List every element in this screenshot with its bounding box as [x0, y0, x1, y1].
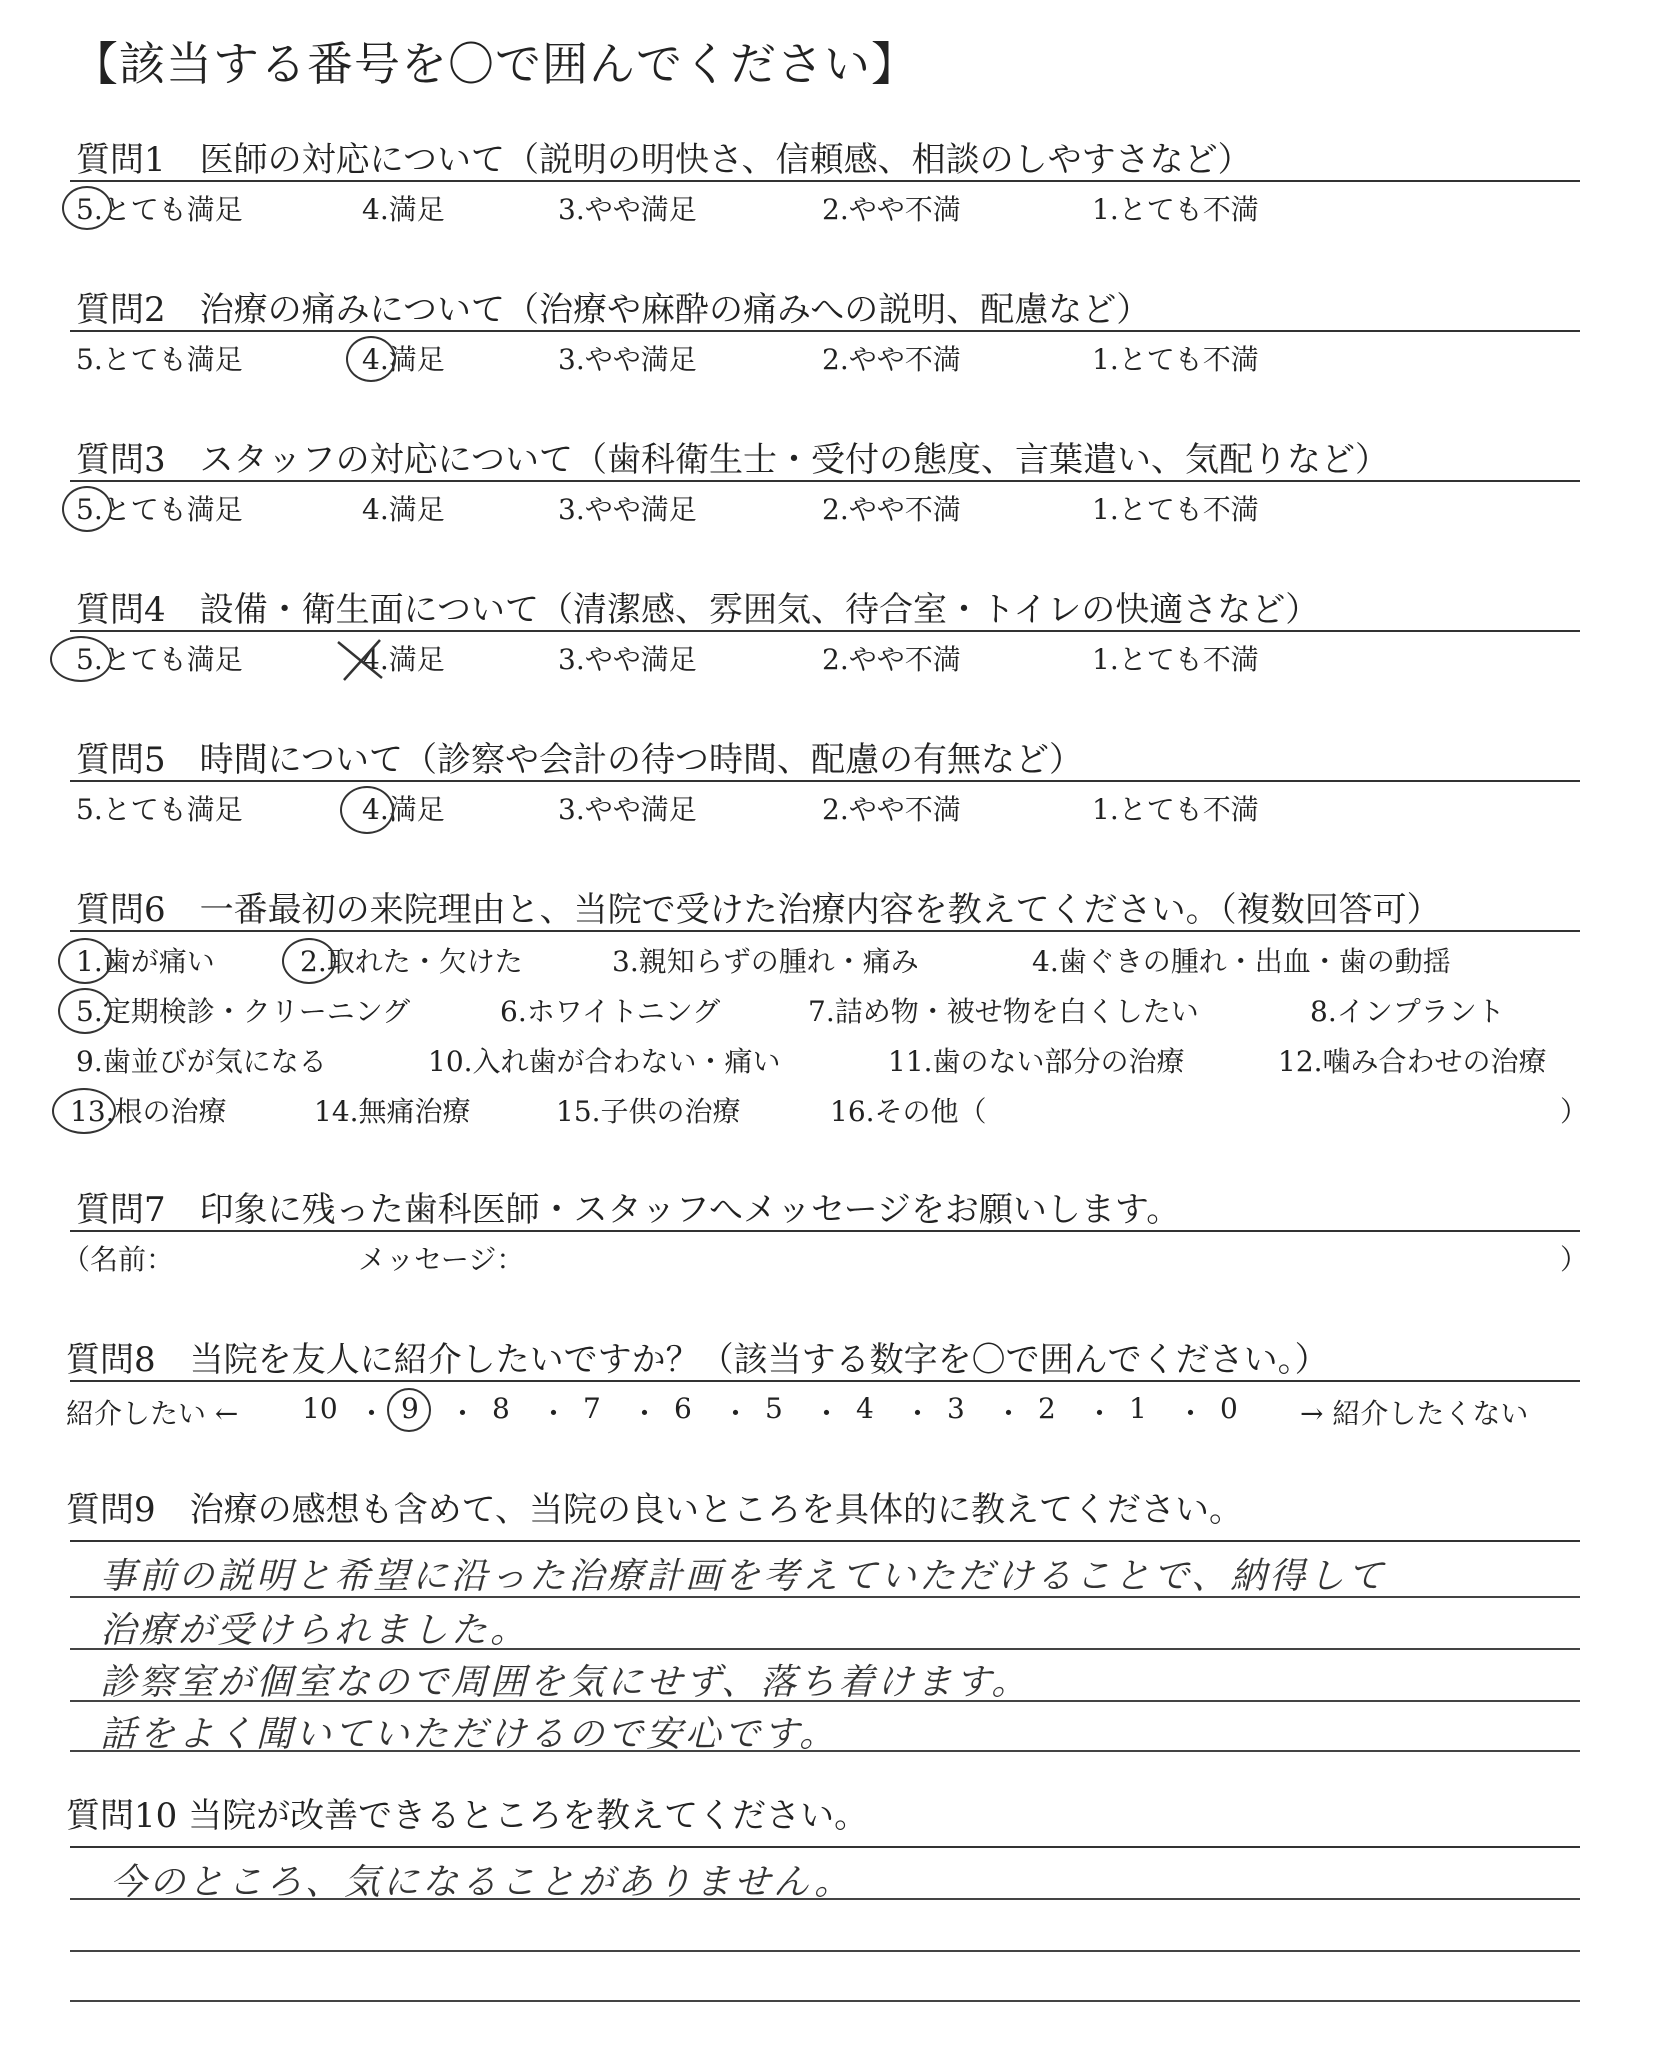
q8-scale-separator: ・: [903, 1397, 932, 1430]
q5-option-2[interactable]: 2.やや不満: [822, 793, 961, 826]
q4-option-1[interactable]: 1.とても不満: [1092, 643, 1259, 676]
q6-option-10[interactable]: 10.入れ歯が合わない・痛い: [428, 1045, 781, 1078]
q8-scale-separator: ・: [812, 1397, 841, 1430]
q6-option-6[interactable]: 6.ホワイトニング: [500, 995, 721, 1028]
q6-option-15[interactable]: 15.子供の治療: [556, 1095, 741, 1128]
q6-option-11[interactable]: 11.歯のない部分の治療: [888, 1045, 1185, 1078]
q6-selection-circle-13: [52, 1088, 116, 1134]
q9-answer-line-2: 治療が受けられました。: [100, 1610, 530, 1651]
q6-selection-circle-1: [58, 938, 112, 984]
q5-option-4[interactable]: 4.満足: [362, 793, 445, 826]
q3-selection-circle: [62, 486, 112, 532]
q4-option-4[interactable]: 4.満足: [362, 643, 445, 676]
q6-option-2[interactable]: 2.取れた・欠けた: [300, 945, 523, 978]
q8-left-label: 紹介したい ←: [66, 1397, 239, 1430]
q9-answer-line-1: 事前の説明と希望に沿った治療計画を考えていただけることで、納得して: [100, 1556, 1387, 1597]
q3-option-3[interactable]: 3.やや満足: [558, 493, 697, 526]
q9-line-0: [70, 1540, 1580, 1542]
q1-selection-circle: [62, 186, 112, 230]
q4-option-5[interactable]: 5.とても満足: [76, 643, 243, 676]
q1-option-3[interactable]: 3.やや満足: [558, 193, 697, 226]
q5-option-5[interactable]: 5.とても満足: [76, 793, 243, 826]
question-2-rule: [70, 330, 1580, 332]
q7-name-label: （名前：: [62, 1243, 175, 1276]
q8-scale-2[interactable]: 2: [1038, 1392, 1056, 1425]
q8-scale-7[interactable]: 7: [583, 1392, 601, 1425]
q7-message-label: メッセージ：: [358, 1243, 525, 1276]
question-6-rule: [70, 930, 1580, 932]
question-3-rule: [70, 480, 1580, 482]
q10-line-3: [70, 2000, 1580, 2002]
q6-option-8[interactable]: 8.インプラント: [1310, 995, 1505, 1028]
q1-option-2[interactable]: 2.やや不満: [822, 193, 961, 226]
question-8-rule: [70, 1380, 1580, 1382]
q2-option-1[interactable]: 1.とても不満: [1092, 343, 1259, 376]
q8-scale-5[interactable]: 5: [765, 1392, 783, 1425]
q8-scale-9[interactable]: 9: [401, 1392, 419, 1425]
q6-selection-circle-2: [282, 938, 336, 984]
question-4-title: 質問4 設備・衛生面について（清潔感、雰囲気、待合室・トイレの快適さなど）: [76, 590, 1320, 630]
q8-scale-0[interactable]: 0: [1220, 1392, 1238, 1425]
question-1-title: 質問1 医師の対応について（説明の明快さ、信頼感、相談のしやすさなど）: [76, 140, 1252, 180]
q6-option-1[interactable]: 1.歯が痛い: [76, 945, 215, 978]
q1-option-5[interactable]: 5.とても満足: [76, 193, 243, 226]
q8-scale-8[interactable]: 8: [492, 1392, 510, 1425]
q4-selection-circle: [50, 636, 112, 682]
q8-scale-separator: ・: [1085, 1397, 1114, 1430]
q6-option-4[interactable]: 4.歯ぐきの腫れ・出血・歯の動揺: [1032, 945, 1451, 978]
question-4-rule: [70, 630, 1580, 632]
q7-close-paren: ）: [1560, 1243, 1589, 1276]
q8-scale-separator: ・: [539, 1397, 568, 1430]
page-title: 【該当する番号を〇で囲んでください】: [72, 37, 918, 91]
q8-scale-4[interactable]: 4: [856, 1392, 874, 1425]
q8-scale-10[interactable]: 10: [302, 1392, 338, 1425]
q5-option-3[interactable]: 3.やや満足: [558, 793, 697, 826]
q8-scale-3[interactable]: 3: [947, 1392, 965, 1425]
question-2-title: 質問2 治療の痛みについて（治療や麻酔の痛みへの説明、配慮など）: [76, 290, 1151, 330]
q8-scale-separator: ・: [1176, 1397, 1205, 1430]
q8-scale-separator: ・: [448, 1397, 477, 1430]
q6-option-9[interactable]: 9.歯並びが気になる: [76, 1045, 327, 1078]
question-5-rule: [70, 780, 1580, 782]
q4-cross-mark: [334, 634, 388, 684]
q5-option-1[interactable]: 1.とても不満: [1092, 793, 1259, 826]
q6-option-12[interactable]: 12.噛み合わせの治療: [1278, 1045, 1547, 1078]
q2-option-2[interactable]: 2.やや不満: [822, 343, 961, 376]
q2-option-5[interactable]: 5.とても満足: [76, 343, 243, 376]
q6-option-13[interactable]: 13.根の治療: [70, 1095, 227, 1128]
question-7-title: 質問7 印象に残った歯科医師・スタッフへメッセージをお願いします。: [76, 1190, 1181, 1230]
question-6-title: 質問6 一番最初の来院理由と、当院で受けた治療内容を教えてください。（複数回答可）: [76, 890, 1441, 930]
q9-answer-line-4: 話をよく聞いていただけるので安心です。: [100, 1714, 839, 1755]
q3-option-1[interactable]: 1.とても不満: [1092, 493, 1259, 526]
q4-option-2[interactable]: 2.やや不満: [822, 643, 961, 676]
q9-answer-line-3: 診察室が個室なので周囲を気にせず、落ち着けます。: [100, 1662, 1031, 1703]
q1-option-4[interactable]: 4.満足: [362, 193, 445, 226]
q2-option-4[interactable]: 4.満足: [362, 343, 445, 376]
q6-option-7[interactable]: 7.詰め物・被せ物を白くしたい: [808, 995, 1199, 1028]
q8-right-label: → 紹介したくない: [1300, 1397, 1529, 1430]
q10-line-0: [70, 1846, 1580, 1848]
q4-option-3[interactable]: 3.やや満足: [558, 643, 697, 676]
q8-scale-separator: ・: [721, 1397, 750, 1430]
question-1-rule: [70, 180, 1580, 182]
q3-option-2[interactable]: 2.やや不満: [822, 493, 961, 526]
q8-scale-separator: ・: [357, 1397, 386, 1430]
q6-option-3[interactable]: 3.親知らずの腫れ・痛み: [612, 945, 919, 978]
q6-option-14[interactable]: 14.無痛治療: [314, 1095, 471, 1128]
question-3-title: 質問3 スタッフの対応について（歯科衛生士・受付の態度、言葉遣い、気配りなど）: [76, 440, 1389, 480]
q8-scale-6[interactable]: 6: [674, 1392, 692, 1425]
question-9-title: 質問9 治療の感想も含めて、当院の良いところを具体的に教えてください。: [66, 1490, 1243, 1530]
q1-option-1[interactable]: 1.とても不満: [1092, 193, 1259, 226]
q6-selection-circle-5: [58, 988, 112, 1034]
q6-option-16[interactable]: 16.その他（: [830, 1095, 987, 1128]
q10-line-2: [70, 1950, 1580, 1952]
q6-other-close: ）: [1560, 1095, 1589, 1128]
question-8-title: 質問8 当院を友人に紹介したいですか？（該当する数字を〇で囲んでください。）: [66, 1340, 1329, 1380]
question-10-title: 質問10 当院が改善できるところを教えてください。: [66, 1796, 869, 1836]
question-5-title: 質問5 時間について（診察や会計の待つ時間、配慮の有無など）: [76, 740, 1083, 780]
q10-answer-line-1: 今のところ、気になることがありません。: [110, 1862, 854, 1903]
q8-scale-1[interactable]: 1: [1129, 1392, 1147, 1425]
q8-scale-separator: ・: [994, 1397, 1023, 1430]
q8-scale-separator: ・: [630, 1397, 659, 1430]
q5-selection-circle: [340, 786, 394, 834]
q6-option-5[interactable]: 5.定期検診・クリーニング: [76, 995, 411, 1028]
q2-selection-circle: [346, 336, 396, 382]
q8-selection-circle: [387, 1388, 431, 1432]
q3-option-5[interactable]: 5.とても満足: [76, 493, 243, 526]
question-7-rule: [70, 1230, 1580, 1232]
q3-option-4[interactable]: 4.満足: [362, 493, 445, 526]
q2-option-3[interactable]: 3.やや満足: [558, 343, 697, 376]
